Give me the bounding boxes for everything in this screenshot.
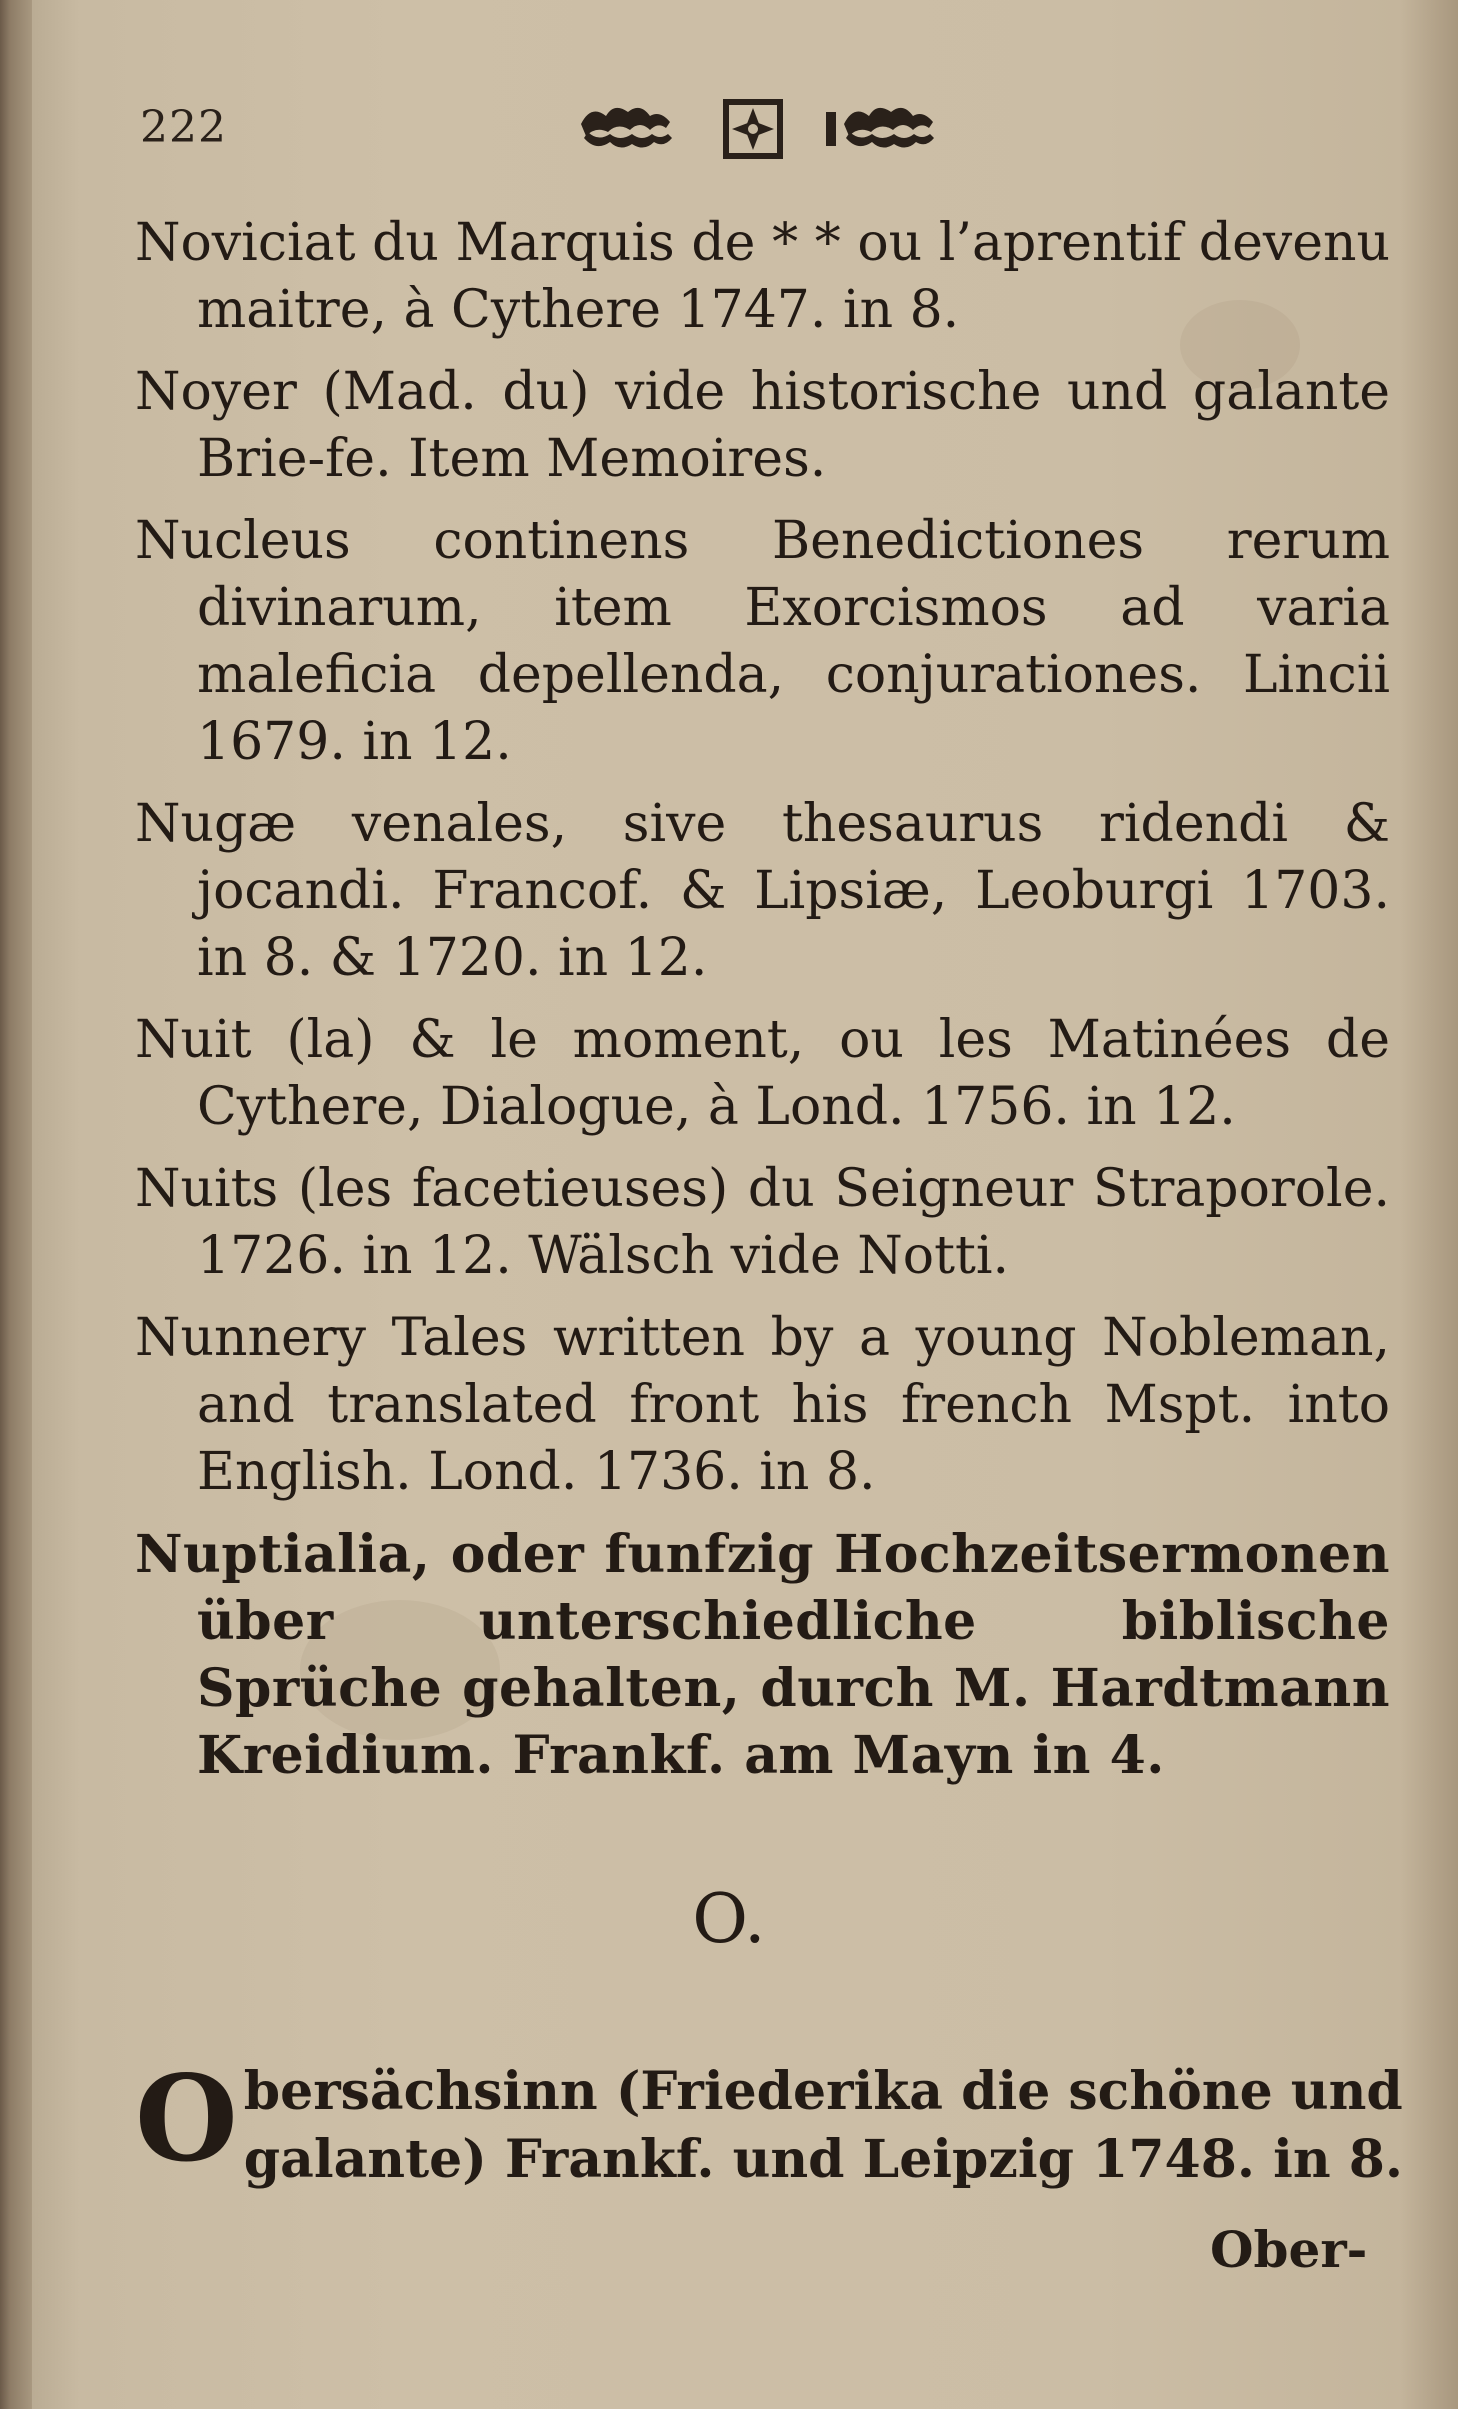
catalog-entries xyxy=(135,210,1390,1804)
catalog-entry: Nunnery Tales written by a young Nobleman, and translated front his french Mspt. into English. Lond. 1736. in 8. xyxy=(135,1308,1390,1502)
section-heading: O. xyxy=(692,1880,766,1959)
catalog-entry: Nuits (les facetieuses) du Seigneur Straporole. 1726. in 12. Wälsch vide Notti. xyxy=(135,1159,1390,1286)
catalog-entry: Nuit (la) & le moment, ou les Matinées de Cythere, Dialogue, à Lond. 1756. in 12. xyxy=(135,1010,1390,1137)
catalog-entry-o xyxy=(135,2049,1405,2194)
catchword: Ober- xyxy=(1210,2220,1368,2279)
page-gutter xyxy=(0,0,32,2409)
catalog-entry: Nuptialia, oder funfzig Hochzeitsermonen über unterschiedliche biblische Sprüche gehalten, durch M. Hardtmann Kreidium. Frankf. am Mayn in 4. xyxy=(135,1524,1390,1786)
entry-text: bersächsinn (Friederika die schöne und galante) Frankf. und Leipzig 1748. in 8. xyxy=(243,2061,1404,2190)
drop-cap: O xyxy=(135,2049,238,2188)
catalog-entry: Noyer (Mad. du) vide historische und galante Brie-fe. Item Memoires. xyxy=(135,362,1390,489)
catalog-entry: Nucleus continens Benedictiones rerum divinarum, item Exorcismos ad varia maleficia depellenda, conjurationes. Lincii 1679. in 12. xyxy=(135,511,1390,772)
ornament-icon xyxy=(576,94,960,164)
page-number: 222 xyxy=(140,102,227,153)
catalog-entry: Nugæ venales, sive thesaurus ridendi & jocandi. Francof. & Lipsiæ, Leoburgi 1703. in 8. & 1720. in 12. xyxy=(135,794,1390,988)
catalog-entry: Noviciat du Marquis de * * ou l’aprentif devenu maitre, à Cythere 1747. in 8. xyxy=(135,213,1390,340)
